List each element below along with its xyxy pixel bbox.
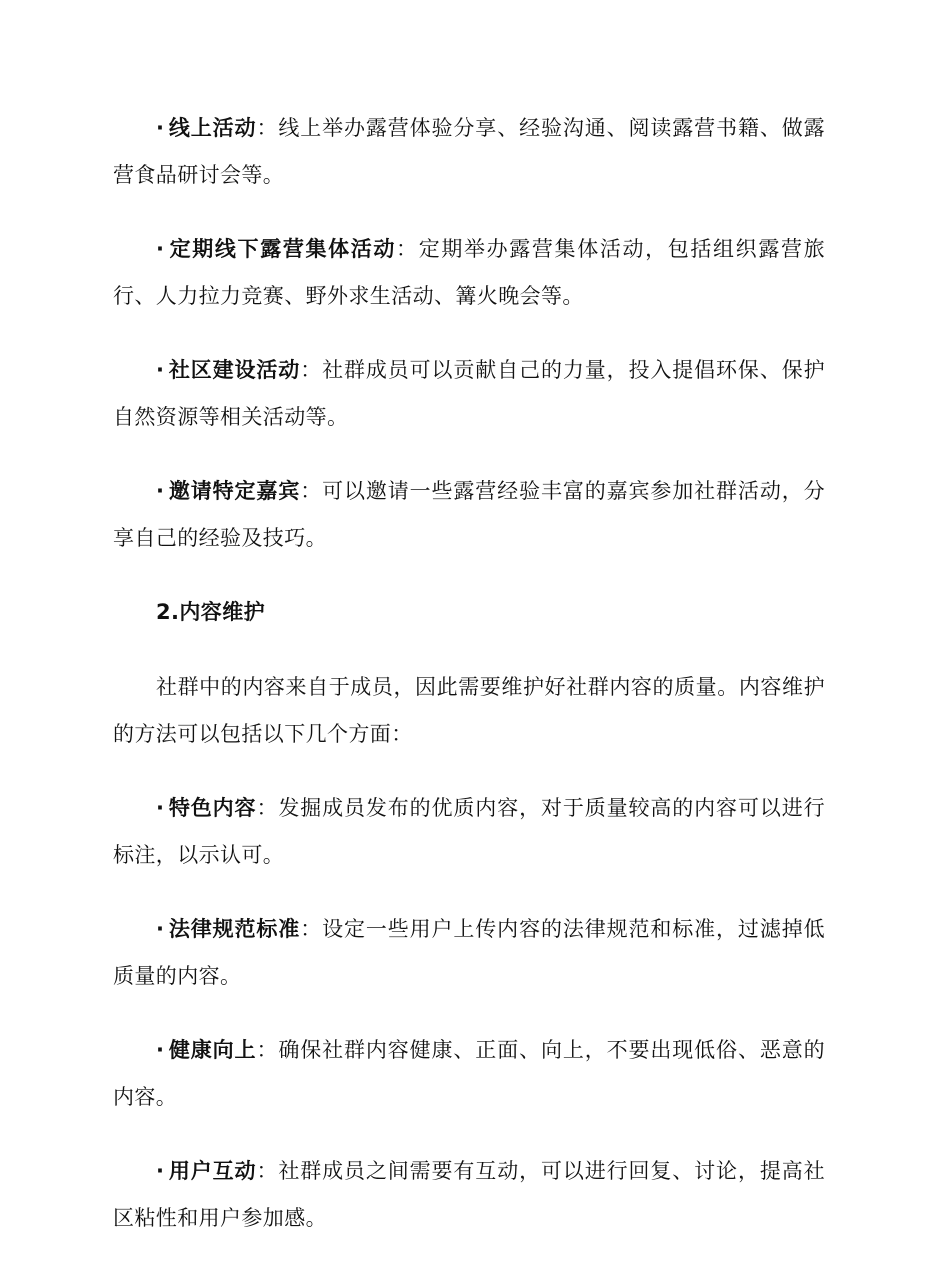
bullet-text: 发掘成员发布的优质内容，对于质量较高的内容可以进行标注，以示认可。 [113, 796, 826, 867]
label-separator: ： [396, 237, 419, 261]
label-separator: ： [256, 1159, 279, 1183]
bullet-label: 法律规范标准 [168, 917, 301, 941]
bullet-text: 社群成员之间需要有互动，可以进行回复、讨论，提高社区粘性和用户参加感。 [113, 1159, 826, 1230]
bullet-text: 确保社群内容健康、正面、向上，不要出现低俗、恶意的内容。 [113, 1038, 826, 1109]
bullet-text: 设定一些用户上传内容的法律规范和标准，过滤掉低质量的内容。 [113, 917, 825, 988]
bullet-mark: · [156, 358, 165, 382]
bullet-label: 邀请特定嘉宾 [168, 479, 301, 503]
label-separator: ： [256, 796, 279, 820]
bullet-paragraph-user-interaction [113, 1148, 825, 1242]
section-heading-text: 2.内容维护 [156, 600, 265, 624]
bullet-paragraph-community-building [113, 347, 825, 441]
bullet-label: 健康向上 [168, 1038, 257, 1062]
bullet-mark: · [156, 116, 165, 140]
bullet-mark: · [156, 1038, 165, 1062]
label-separator: ： [300, 358, 323, 382]
bullet-text: 定期举办露营集体活动，包括组织露营旅行、人力拉力竞赛、野外求生活动、篝火晚会等。 [113, 237, 826, 308]
bullet-paragraph-legal-standards [113, 906, 825, 1000]
section-heading [113, 589, 825, 636]
bullet-label: 社区建设活动 [168, 358, 301, 382]
label-separator: ： [256, 116, 279, 140]
bullet-text: 线上举办露营体验分享、经验沟通、阅读露营书籍、做露营食品研讨会等。 [113, 116, 826, 187]
bullet-paragraph-featured-content [113, 785, 825, 879]
intro-paragraph: 社群中的内容来自于成员，因此需要维护好社群内容的质量。内容维护的方法可以包括以下几个方面： [113, 675, 825, 746]
bullet-mark: · [156, 917, 165, 941]
bullet-paragraph-online-activities [113, 105, 825, 199]
bullet-label: 线上活动 [168, 116, 257, 140]
label-separator: ： [300, 917, 323, 941]
bullet-label: 定期线下露营集体活动 [168, 237, 397, 261]
bullet-label: 特色内容 [168, 796, 257, 820]
label-separator: ： [300, 479, 323, 503]
bullet-text: 社群成员可以贡献自己的力量，投入提倡环保、保护自然资源等相关活动等。 [113, 358, 825, 429]
bullet-paragraph-offline-camping [113, 226, 825, 320]
bullet-mark: · [156, 1159, 165, 1183]
bullet-paragraph-invite-guests [113, 468, 825, 562]
document-body [113, 105, 825, 1269]
bullet-paragraph-healthy-content [113, 1027, 825, 1121]
bullet-mark: · [156, 796, 165, 820]
bullet-label: 用户互动 [168, 1159, 257, 1183]
label-separator: ： [256, 1038, 279, 1062]
bullet-mark: · [156, 237, 165, 261]
bullet-text: 可以邀请一些露营经验丰富的嘉宾参加社群活动，分享自己的经验及技巧。 [113, 479, 825, 550]
bullet-mark: · [156, 479, 165, 503]
